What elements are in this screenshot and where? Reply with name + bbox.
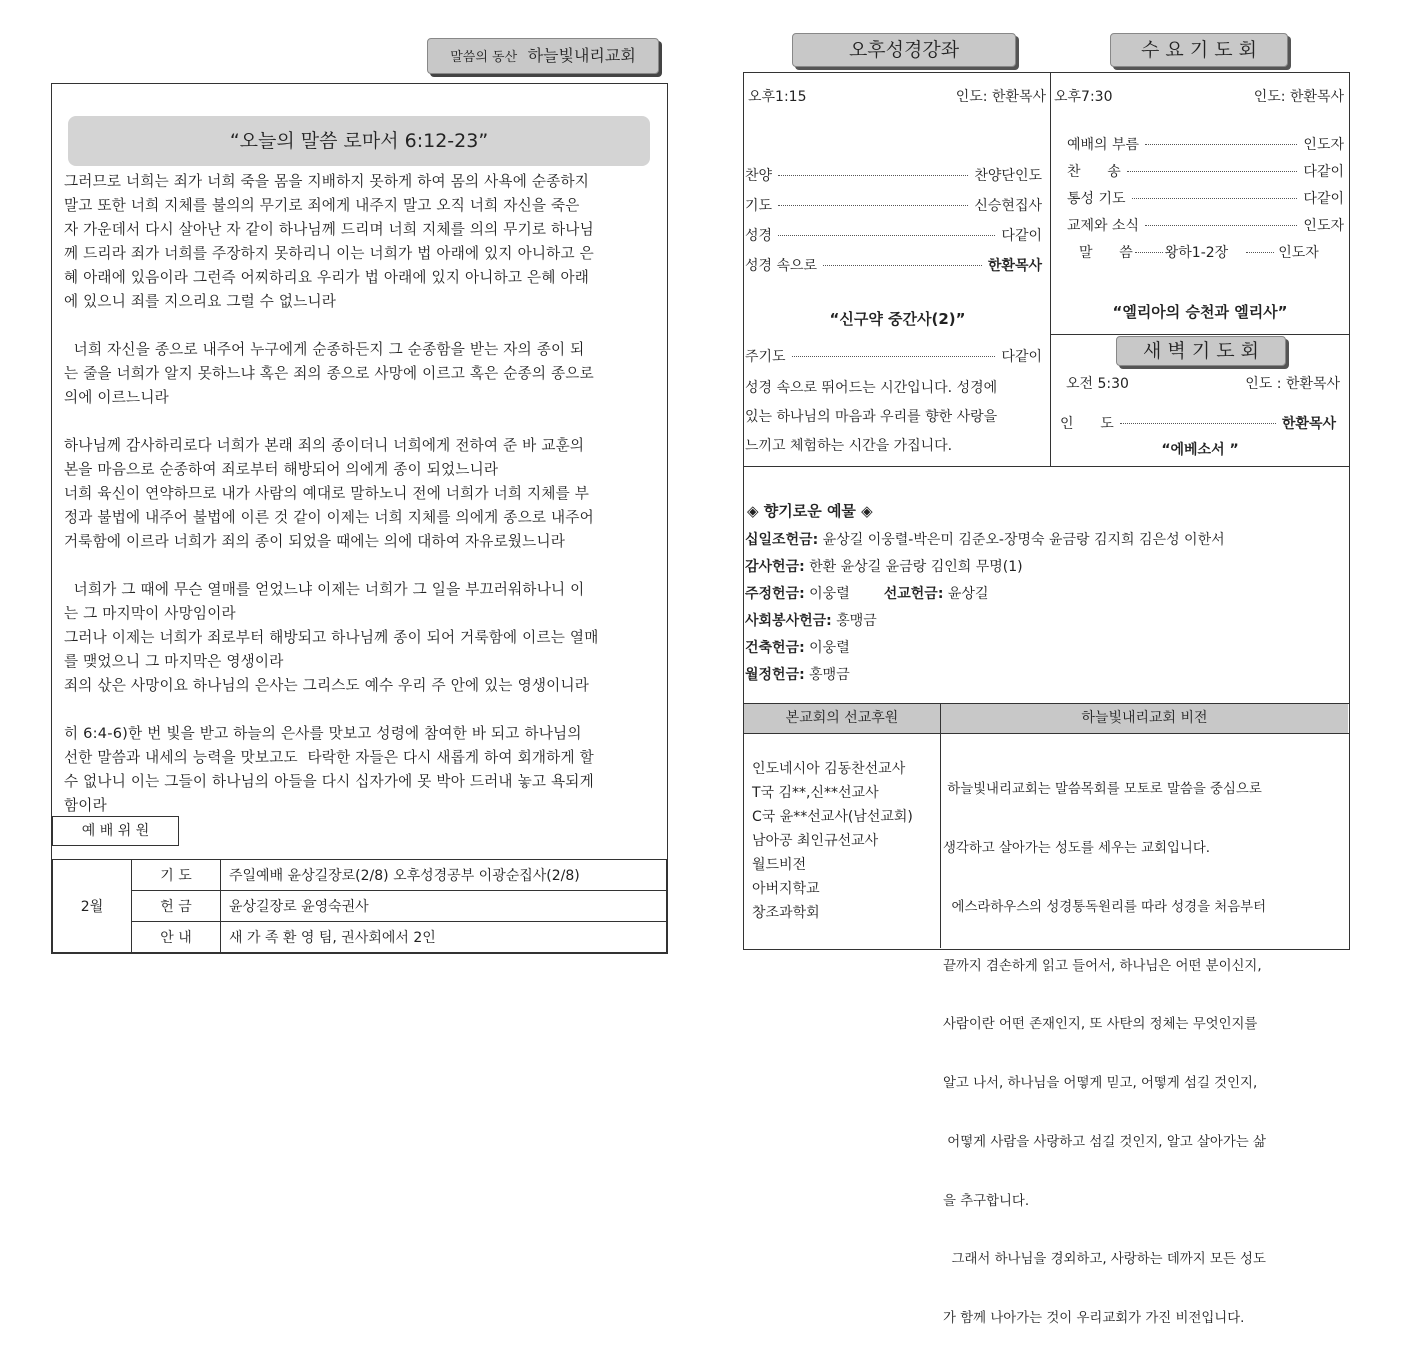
missions-list (752, 757, 913, 925)
paragraph-gap (64, 410, 652, 434)
duty-label: 안 내 (132, 922, 221, 953)
scripture-line: 함이라 (64, 797, 107, 814)
scripture-line: 에 있으니 죄를 지으리요 그럴 수 없느니라 (64, 293, 337, 310)
mission-item: C국 윤**선교사(남선교회) (752, 809, 913, 825)
mission-item: 남아공 최인규선교사 (752, 833, 879, 849)
dawn-leader: 인도 : 한환목사 (1245, 376, 1340, 392)
header-bottom-border (743, 733, 1349, 734)
duty-row (53, 891, 667, 922)
scripture-line: 정과 불법에 내주어 불법에 이른 것 같이 이제는 너희 지체를 의에게 종으로 내주어 (64, 509, 594, 526)
order-item: 교제와 소식 인도자 (1067, 218, 1344, 234)
scripture-line: 히 6:4-6)한 번 빛을 받고 하늘의 은사를 맛보고 성령에 참여한 바 되고 하나님의 (64, 725, 582, 742)
scripture-line: 너희가 그 때에 무슨 열매를 얻었느냐 이제는 너희가 그 일을 부끄러워하나니 이 (64, 581, 585, 598)
scripture-line: 의에 이르느니라 (64, 389, 169, 406)
order-item: 성경 다같이 (745, 228, 1042, 244)
order-item: 찬 송 다같이 (1067, 164, 1344, 180)
dawn-time-row (1066, 373, 1340, 393)
scripture-line: 말고 또한 너희 지체를 불의의 무기로 죄에게 내주지 말고 오직 너희 자신을 죽은 (64, 197, 580, 214)
afternoon-order (745, 165, 1042, 285)
duty-label: 기 도 (132, 860, 221, 891)
wednesday-order (1067, 134, 1344, 269)
offering-row: 건축헌금: 이웅렬 (745, 640, 850, 656)
scripture-line: 본을 마음으로 순종하여 죄로부터 해방되어 의에게 종이 되었느니라 (64, 461, 499, 478)
afternoon-leader: 인도: 한환목사 (955, 89, 1046, 105)
scripture-line: 죄의 삯은 사망이요 하나님의 은사는 그리스도 예수 우리 주 안에 있는 영생이니라 (64, 677, 590, 694)
afternoon-study-title: 오후성경강좌 (792, 33, 1016, 67)
mission-item: 창조과학회 (752, 905, 820, 921)
scripture-line: 선한 말씀과 내세의 능력을 맛보고도 타락한 자들은 다시 새롭게 하여 회개하게 할 (64, 749, 594, 766)
paragraph-gap (64, 698, 652, 722)
order-item: 찬양 찬양단인도 (745, 168, 1042, 184)
scripture-line: 자 가운데서 다시 살아난 자 같이 하나님께 드리며 너희 지체를 의의 무기로 하나님 (64, 221, 594, 238)
scripture-title: “오늘의 말씀 로마서 6:12-23” (229, 130, 489, 152)
order-item: 기도 신승현집사 (745, 198, 1042, 214)
afternoon-time: 오후1:15 (748, 89, 807, 105)
offering-row: 감사헌금: 한환 윤상길 윤금랑 김인희 무명(1) (745, 559, 1023, 575)
scripture-text (64, 170, 652, 818)
order-item: 성경 속으로 한환목사 (745, 258, 1042, 274)
order-item: 통성 기도 다같이 (1067, 191, 1344, 207)
scripture-line: 혜 아래에 있음이라 그런즉 어찌하리요 우리가 법 아래에 있지 아니하고 은혜 아래 (64, 269, 590, 286)
church-header-banner (427, 38, 659, 74)
dawn-time: 오전 5:30 (1066, 376, 1129, 392)
section-divider (743, 466, 1349, 467)
missions-header: 본교회의 선교후원 (744, 704, 940, 733)
vision-text: 하늘빛내리교회는 말씀목회를 모토로 말씀을 중심으로 생각하고 살아가는 성도를 세우는 교회입니다. 에스라하우스의 성경통독원리를 따라 성경을 처음부터 끝까지 겸손하게 읽고 들어서, 하나님은 어떤 분이신지, 사람이란 어떤 존재인지, 또 사탄의 정체는 무엇인지를 알고 나서, 하나님을 어떻게 믿고, 어떻게 섬길 것인지, 어떻게 사람을 사랑하고 섬길 것인지, 알고 살아가는 삶 을 추구합니다. 그래서 하나님을 경외하고, 사랑하는 데까지 모든 성도 가 함께 나아가는 것이 우리교회가 가진 비전입니다. (943, 782, 1267, 1327)
mission-item: 아버지학교 (752, 881, 820, 897)
dawn-item: 인 도 한환목사 (1060, 416, 1336, 432)
duty-value: 새 가 족 환 영 팀, 권사회에서 2인 (221, 922, 667, 953)
church-header-motto: 말씀의 동산 (450, 50, 518, 65)
afternoon-subtitle: “신구약 중간사(2)” (829, 310, 966, 328)
offering-row: 월정헌금: 홍맹금 (745, 667, 850, 683)
scripture-line: 께 드리라 죄가 너희를 주장하지 못하리니 이는 너희가 법 아래에 있지 아니하고 은 (64, 245, 594, 262)
wednesday-time-row (1054, 86, 1344, 106)
scripture-line: 는 그 마지막이 사망임이라 (64, 605, 236, 622)
afternoon-time-row (748, 86, 1046, 106)
offering-row: 사회봉사헌금: 홍맹금 (745, 613, 877, 629)
offering-heading: ◈ 향기로운 예물 ◈ (747, 502, 873, 520)
scripture-line: 너희 자신을 종으로 내주어 누구에게 순종하든지 그 순종함을 받는 자의 종이 되 (64, 341, 585, 358)
wednesday-subtitle: “엘리아의 승천과 엘리사” (1112, 303, 1288, 321)
wednesday-prayer-title: 수 요 기 도 회 (1110, 33, 1288, 67)
duty-row (53, 922, 667, 953)
paragraph-gap (64, 314, 652, 338)
offering-row: 십일조헌금: 윤상길 이웅렬-박은미 김준오-장명숙 윤금랑 김지희 김은성 이한서 (745, 532, 1225, 548)
scripture-line: 너희 육신이 연약하므로 내가 사람의 예대로 말하노니 전에 너희가 너희 지체를 부 (64, 485, 590, 502)
mission-item: 월드비전 (752, 857, 807, 873)
worship-duty-table (52, 859, 667, 953)
wednesday-leader: 인도: 한환목사 (1253, 89, 1344, 105)
dawn-divider (1050, 334, 1349, 335)
church-header-name: 하늘빛내리교회 (527, 46, 636, 65)
dawn-subtitle: “에베소서 ” (1161, 442, 1239, 458)
scripture-line: 그러나 이제는 너희가 죄로부터 해방되고 하나님께 종이 되어 거룩함에 이르는 열매 (64, 629, 599, 646)
paragraph-gap (64, 554, 652, 578)
scripture-line: 는 줄을 너희가 알지 못하느냐 혹은 죄의 종으로 사망에 이르고 혹은 순종의 종으로 (64, 365, 594, 382)
scripture-line: 하나님께 감사하리로다 너희가 본래 죄의 종이더니 너희에게 전하여 준 바 교훈의 (64, 437, 585, 454)
worship-committee-label: 예 배 위 원 (52, 816, 179, 846)
duty-value: 윤상길장로 윤영숙권사 (221, 891, 667, 922)
duty-month: 2월 (53, 860, 132, 953)
vision-header: 하늘빛내리교회 비전 (941, 704, 1348, 733)
mission-item: T국 김**,신**선교사 (752, 785, 879, 801)
duty-label: 헌 금 (132, 891, 221, 922)
scripture-title-box (68, 116, 650, 166)
table-column-divider (940, 704, 941, 948)
offering-list (745, 527, 1345, 689)
wednesday-time: 오후7:30 (1054, 89, 1113, 105)
scripture-line: 거룩함에 이르라 너희가 죄의 종이 되었을 때에는 의에 대하여 자유로웠느니라 (64, 533, 566, 550)
offering-row: 주정헌금: 이웅렬 선교헌금: 윤상길 (745, 586, 989, 602)
afternoon-description: 성경 속으로 뛰어드는 시간입니다. 성경에 있는 하나님의 마음과 우리를 향한 사랑을 느끼고 체험하는 시간을 가집니다. (745, 380, 998, 454)
dawn-prayer-title: 새 벽 기 도 회 (1116, 336, 1286, 366)
afternoon-closing: 주기도 다같이 (745, 349, 1042, 365)
scripture-line: 수 없나니 이는 그들이 하나님의 아들을 다시 십자가에 못 박아 드러내 놓고 욕되게 (64, 773, 594, 790)
scripture-line: 를 맺었으니 그 마지막은 영생이라 (64, 653, 284, 670)
duty-value: 주일예배 윤상길장로(2/8) 오후성경공부 이광순집사(2/8) (221, 860, 667, 891)
duty-row (53, 860, 667, 891)
sermon-item: 말 씀 왕하1-2장 인도자 (1079, 245, 1319, 261)
order-item: 예배의 부름 인도자 (1067, 137, 1344, 153)
column-divider (1050, 72, 1051, 466)
mission-item: 인도네시아 김동찬선교사 (752, 761, 906, 777)
scripture-line: 그러므로 너희는 죄가 너희 죽을 몸을 지배하지 못하게 하여 몸의 사욕에 순종하지 (64, 173, 590, 190)
